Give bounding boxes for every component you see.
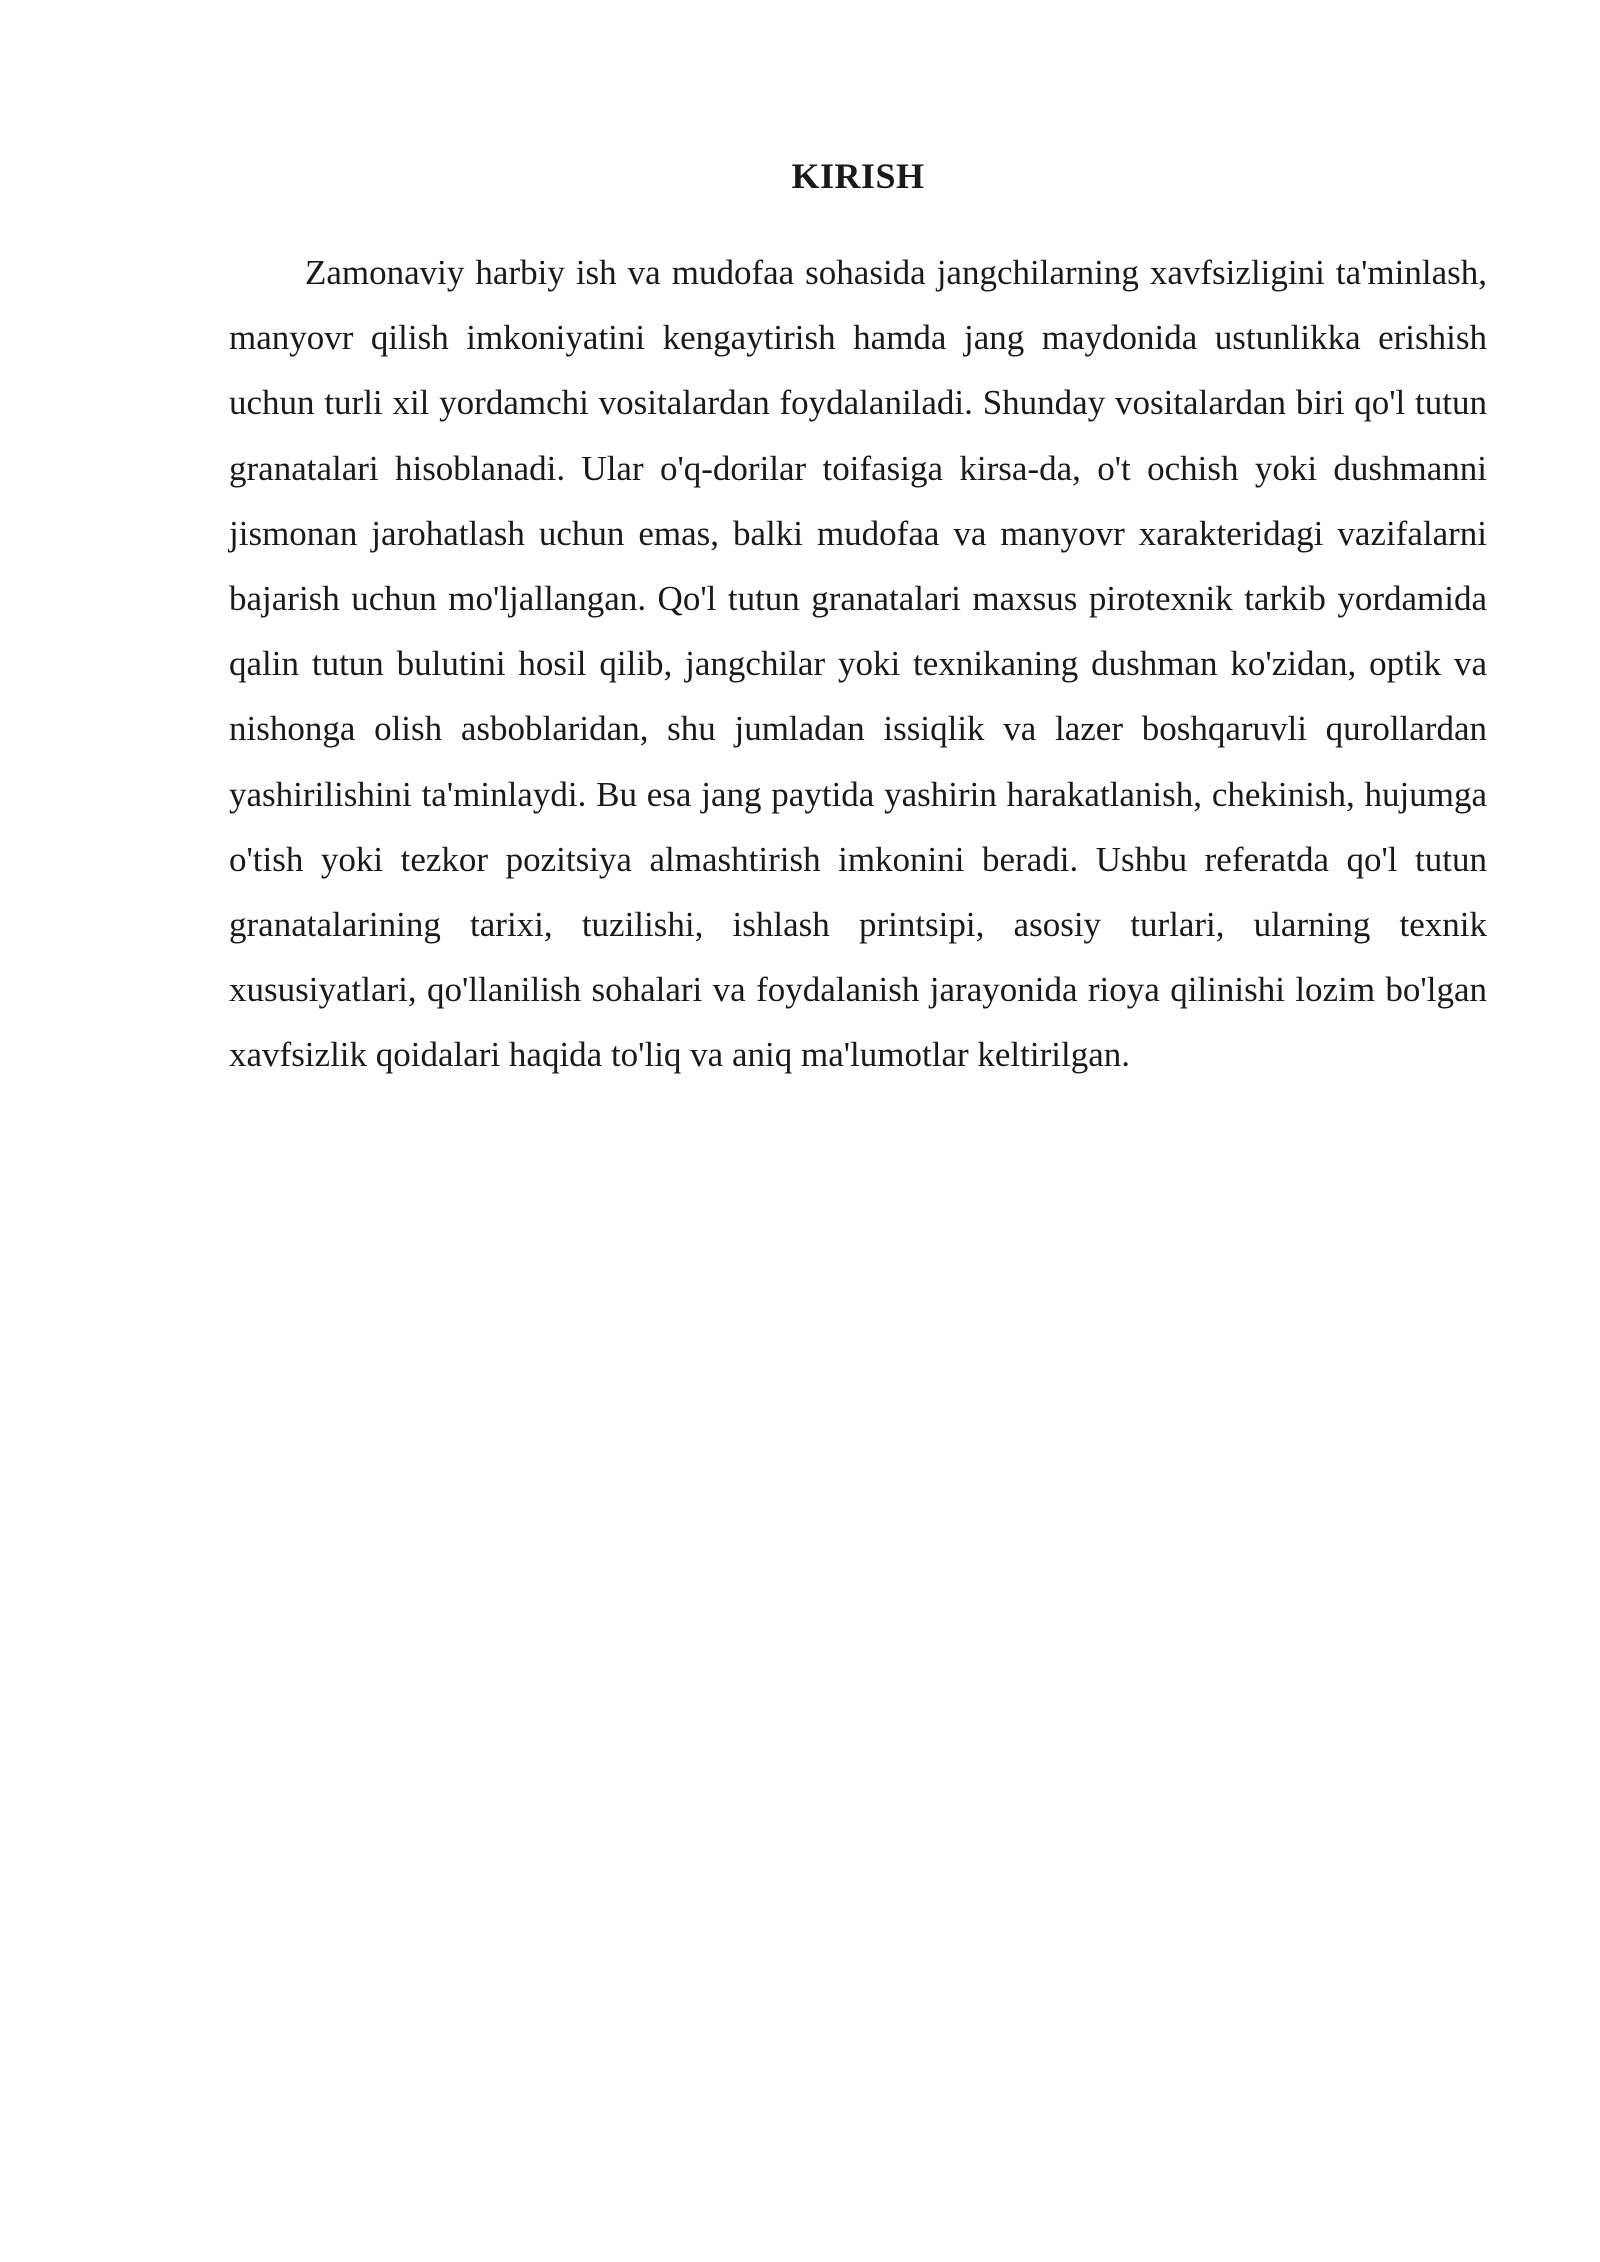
document-body: [229, 150, 1487, 1088]
section-heading: KIRISH: [791, 156, 925, 196]
intro-paragraph: Zamonaviy harbiy ish va mudofaa sohasida jangchilarning xavfsizligini ta'minlash, manyovr qilish imkoniyatini kengaytirish hamda jang maydonida ustunlikka erishish uchun turli xil yordamchi vositalardan foydalaniladi. Shunday vositalardan biri qo'l tutun granatalari hisoblanadi. Ular o'q-dorilar toifasiga kirsa-da, o't ochish yoki dushmanni jismonan jarohatlash uchun emas, balki mudofaa va manyovr xarakteridagi vazifalarni bajarish uchun mo'ljallangan. Qo'l tutun granatalari maxsus pirotexnik tarkib yordamida qalin tutun bulutini hosil qilib, jangchilar yoki texnikaning dushman ko'zidan, optik va nishonga olish asboblaridan, shu jumladan issiqlik va lazer boshqaruvli qurollardan yashirilishini ta'minlaydi. Bu esa jang paytida yashirin harakatlanish, chekinish, hujumga o'tish yoki tezkor pozitsiya almashtirish imkonini beradi. Ushbu referatda qo'l tutun granatalarining tarixi, tuzilishi, ishlash printsipi, asosiy turlari, ularning texnik xususiyatlari, qo'llanilish sohalari va foydalanish jarayonida rioya qilinishi lozim bo'lgan xavfsizlik qoidalari haqida to'liq va aniq ma'lumotlar keltirilgan.: [229, 253, 1487, 1075]
